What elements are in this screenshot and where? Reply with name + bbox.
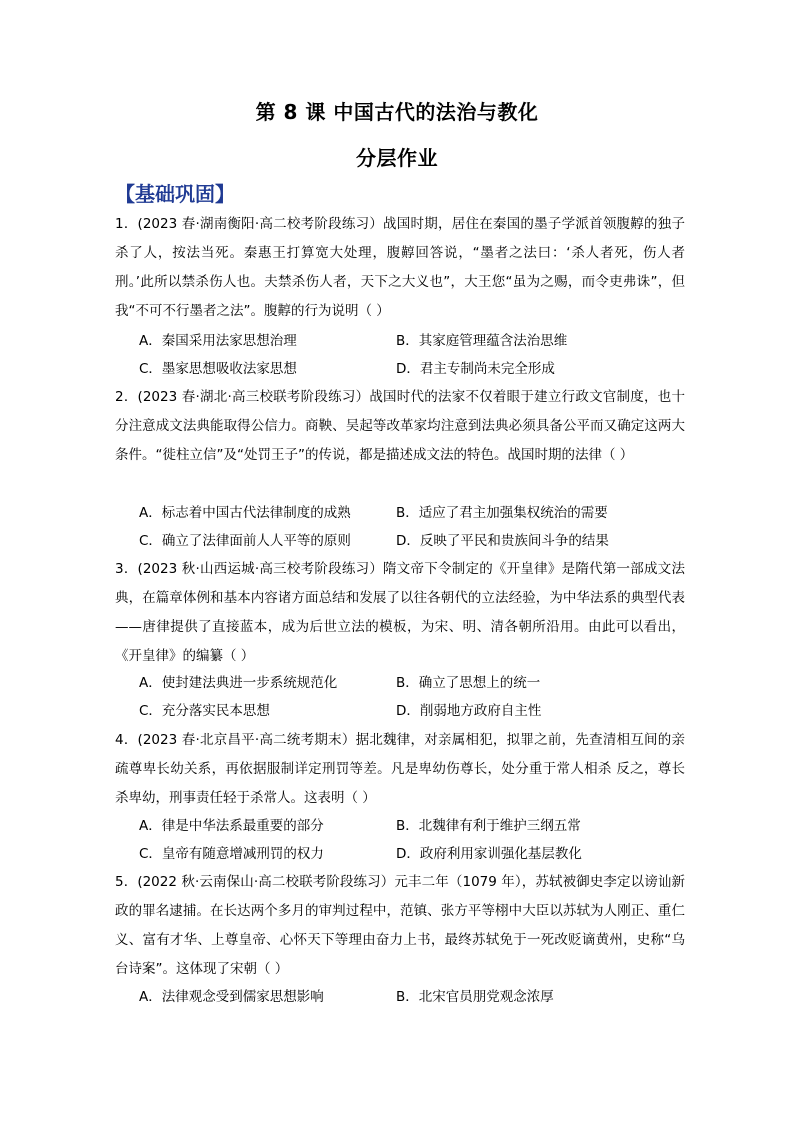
question-4 [115,726,685,813]
option-d[interactable]: D．削弱地方政府自主性 [396,703,542,719]
option-c[interactable]: C．墨家思想吸收法家思想 [139,361,297,377]
option-d[interactable]: D．君主专制尚未完全形成 [396,361,555,377]
question-text: 1．(2023 春·湖南衡阳·高二校考阶段练习）战国时期，居住在秦国的墨子学派首领腹䵍的独子杀了人，按法当死。秦惠王打算宽大处理，腹䵍回答说，“墨者之法曰：‘杀人者死，伤人者刑。’此所以禁杀伤人也。夫禁杀伤人者，天下之大义也”，大王您“虽为之赐，而令吏弗诛”，但我“不可不行墨者之法”。腹䵍的行为说明（ ） [115,216,685,319]
question-text: 5．(2022 秋·云南保山·高二校联考阶段练习）元丰二年（1079 年），苏轼被御史李定以谤讪新政的罪名逮捕。在长达两个多月的审判过程中，范镇、张方平等栩中大臣以苏轼为人刚正、重仁义、富有才华、上尊皇帝、心怀天下等理由奋力上书，最终苏轼免于一死改贬谪黄州，史称“乌台诗案”。这体现了宋朝（ ） [115,874,685,977]
section-heading: 【基础巩固】 [115,182,235,206]
option-c[interactable]: C．充分落实民本思想 [139,703,270,719]
option-a[interactable]: A．律是中华法系最重要的部分 [139,818,324,834]
option-a[interactable]: A．秦国采用法家思想治理 [139,333,297,349]
option-d[interactable]: D．反映了平民和贵族间斗争的结果 [396,533,609,549]
question-2-options [139,499,685,555]
lesson-title: 第 8 课 中国古代的法治与教化 [255,100,539,124]
question-1-options [139,327,685,383]
option-b[interactable]: B．适应了君主加强集权统治的需要 [396,505,608,521]
option-b[interactable]: B．北宋官员朋党观念浓厚 [396,989,554,1005]
question-3-options [139,669,685,725]
question-4-options [139,812,685,868]
lesson-subtitle: 分层作业 [356,146,438,170]
option-c[interactable]: C．皇帝有随意增减刑罚的权力 [139,846,324,862]
option-b[interactable]: B．确立了思想上的统一 [396,675,541,691]
question-5 [115,868,685,984]
question-2 [115,383,685,470]
option-a[interactable]: A．标志着中国古代法律制度的成熟 [139,505,351,521]
option-d[interactable]: D．政府利用家训强化基层教化 [396,846,582,862]
question-text: 3．(2023 秋·山西运城·高三校考阶段练习）隋文帝下令制定的《开皇律》是隋代第一部成文法典，在篇章体例和基本内容诸方面总结和发展了以往各朝代的立法经验，为中华法系的典型代表——唐律提供了直接蓝本，成为后世立法的模板，为宋、明、清各朝所沿用。由此可以看出，《开皇律》的编纂（ ） [115,561,685,664]
option-a[interactable]: A．使封建法典进一步系统规范化 [139,675,338,691]
option-a[interactable]: A．法律观念受到儒家思想影响 [139,989,324,1005]
question-5-options [139,983,685,1011]
option-b[interactable]: B．其家庭管理蕴含法治思维 [396,333,568,349]
option-b[interactable]: B．北魏律有利于维护三纲五常 [396,818,581,834]
question-text: 4．(2023 春·北京昌平·高二统考期末）据北魏律，对亲属相犯，拟罪之前，先查清相互间的亲疏尊卑长幼关系，再依据服制详定刑罚等差。凡是卑幼伤尊长，处分重于常人相杀 反之，尊长杀卑幼，刑事责任轻于杀常人。这表明（ ） [115,732,685,806]
option-c[interactable]: C．确立了法律面前人人平等的原则 [139,533,351,549]
question-1 [115,210,685,326]
question-text: 2．(2023 春·湖北·高三校联考阶段练习）战国时代的法家不仅着眼于建立行政文官制度，也十分注意成文法典能取得公信力。商鞅、吴起等改革家均注意到法典必须具备公平而又确定这两大条件。“徙柱立信”及“处罚王子”的传说，都是描述成文法的特色。战国时期的法律（ ） [115,389,685,463]
question-3 [115,555,685,671]
